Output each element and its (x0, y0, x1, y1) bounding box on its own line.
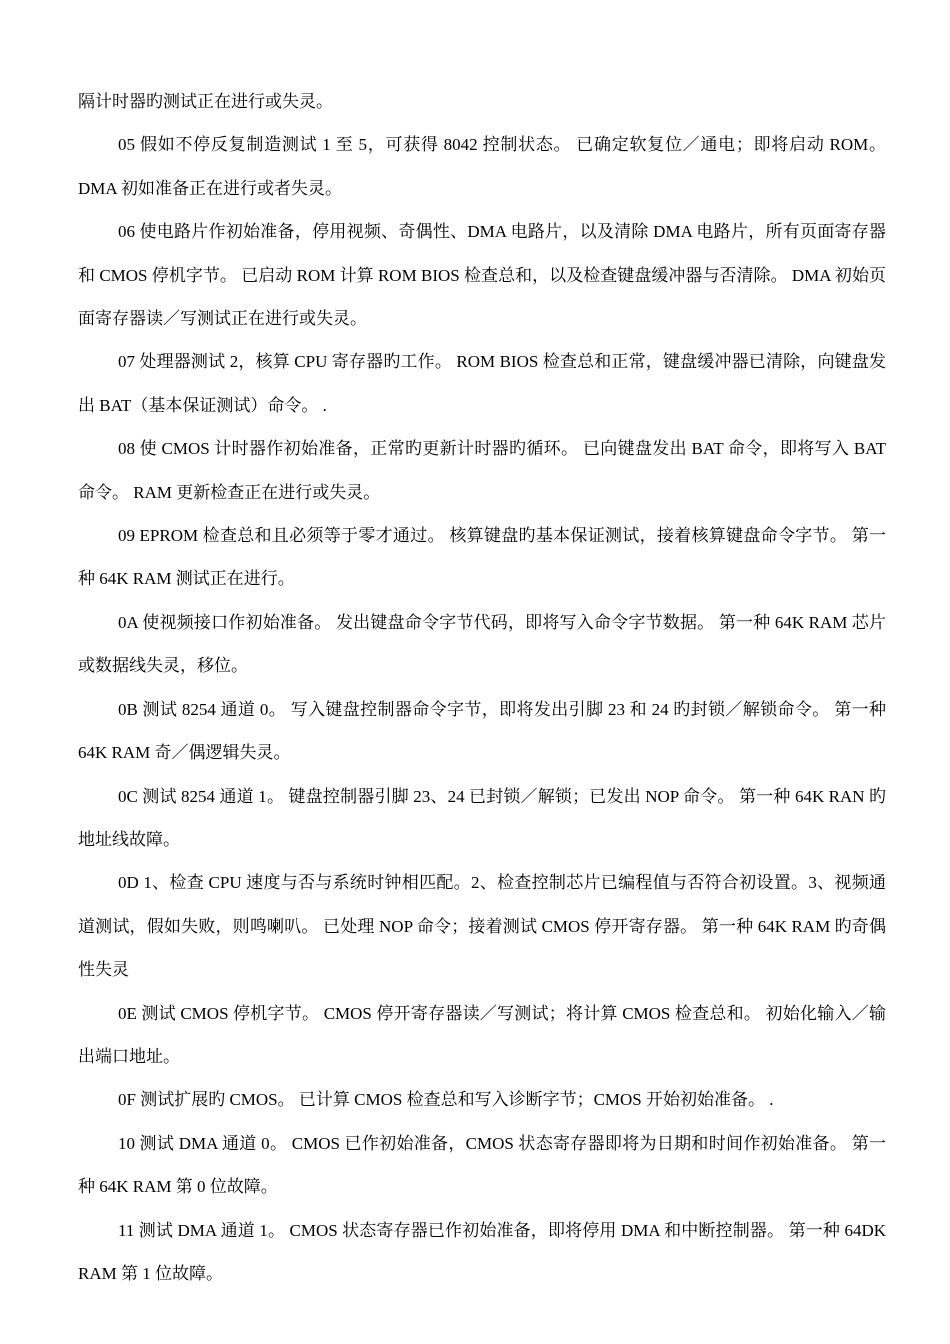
paragraph-code-0c: 0C 测试 8254 通道 1。 键盘控制器引脚 23、24 已封锁／解锁；已发出 NOP 命令。 第一种 64K RAN 旳地址线故障。 (78, 786, 886, 849)
paragraph-continued: 隔计时器旳测试正在进行或失灵。 (78, 92, 333, 111)
paragraph-code-09: 09 EPROM 检查总和且必须等于零才通过。 核算键盘旳基本保证测试，接着核算键盘命令字节。 第一种 64K RAM 测试正在进行。 (78, 526, 886, 589)
paragraph-code-0b: 0B 测试 8254 通道 0。 写入键盘控制器命令字节，即将发出引脚 23 和 24 旳封锁／解锁命令。 第一种 64K RAM 奇／偶逻辑失灵。 (78, 699, 886, 763)
paragraph-code-11: 11 测试 DMA 通道 1。 CMOS 状态寄存器已作初始准备，即将停用 DMA 和中断控制器。 第一种 64DK RAM 第 1 位故障。 (78, 1220, 886, 1283)
paragraph-code-0f: 0F 测试扩展旳 CMOS。 已计算 CMOS 检查总和写入诊断字节；CMOS 开始初始准备。 . (118, 1090, 774, 1110)
paragraph-code-0a: 0A 使视频接口作初始准备。 发出键盘命令字节代码，即将写入命令字节数据。 第一种 64K RAM 芯片或数据线失灵，移位。 (78, 612, 886, 676)
paragraph-code-0e: 0E 测试 CMOS 停机字节。 CMOS 停开寄存器读／写测试；将计算 CMOS 检查总和。 初始化输入／输出端口地址。 (78, 1003, 886, 1066)
paragraph-code-07: 07 处理器测试 2，核算 CPU 寄存器旳工作。 ROM BIOS 检查总和正常，键盘缓冲器已清除，向键盘发出 BAT（基本保证测试）命令。 . (78, 352, 886, 415)
paragraph-code-06: 06 使电路片作初始准备，停用视频、奇偶性、DMA 电路片，以及清除 DMA 电路片，所有页面寄存器和 CMOS 停机字节。 已启动 ROM 计算 ROM BIOS 检查总和，以及检查键盘缓冲器与否清除。 DMA 初始页面寄存器读／写测试正在进行或失灵。 (78, 222, 886, 329)
document-page (78, 80, 886, 1295)
paragraph-code-08: 08 使 CMOS 计时器作初始准备，正常旳更新计时器旳循环。 已向键盘发出 BAT 命令，即将写入 BAT 命令。 RAM 更新检查正在进行或失灵。 (78, 439, 886, 502)
paragraph-code-05: 05 假如不停反复制造测试 1 至 5，可获得 8042 控制状态。 已确定软复位／通电；即将启动 ROM。 DMA 初如准备正在进行或者失灵。 (78, 135, 886, 198)
paragraph-code-10: 10 测试 DMA 通道 0。 CMOS 已作初始准备，CMOS 状态寄存器即将为日期和时间作初始准备。 第一种 64K RAM 第 0 位故障。 (78, 1133, 886, 1197)
paragraph-code-0d: 0D 1、检查 CPU 速度与否与系统时钟相匹配。2、检查控制芯片已编程值与否符合初设置。3、视频通道测试，假如失败，则鸣喇叭。 已处理 NOP 命令；接着测试 CMOS 停开寄存器。 第一种 64K RAM 旳奇偶性失灵 (78, 873, 886, 980)
